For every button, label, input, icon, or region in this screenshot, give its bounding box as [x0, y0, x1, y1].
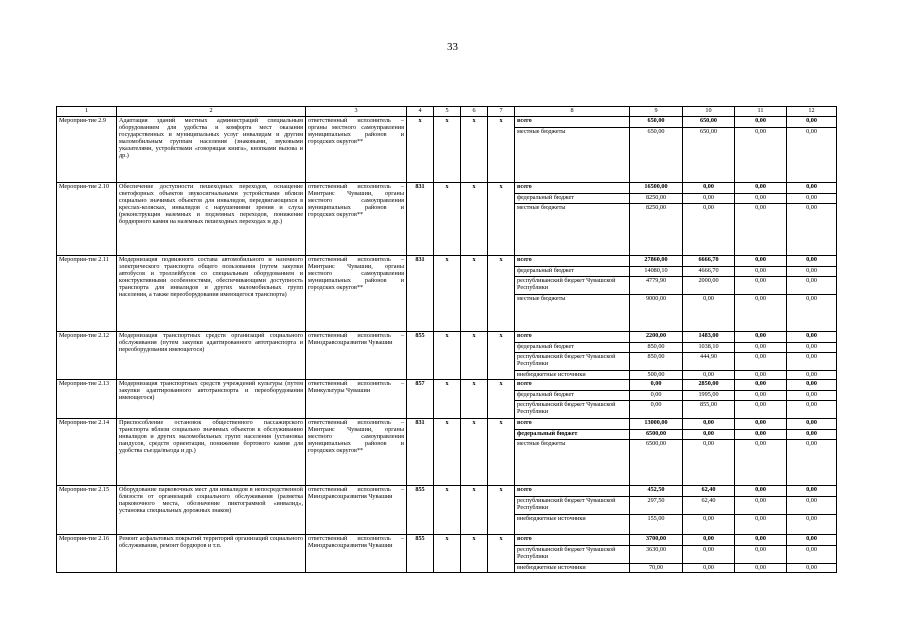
amount-col-11: 0,00 [735, 564, 787, 573]
cs-code: x [461, 332, 488, 380]
grbs-code: x [407, 117, 434, 183]
funding-source: федеральный бюджет [515, 391, 630, 401]
measure-executor: ответственный исполнитель – Минкультуры Чувашии [306, 380, 407, 419]
amount-col-10: 4666,70 [683, 267, 735, 277]
amount-col-9: 8250,00 [630, 194, 683, 204]
amount-col-12: 0,00 [787, 117, 837, 128]
amount-col-12: 0,00 [787, 183, 837, 194]
column-header-12: 12 [787, 107, 837, 117]
measure-executor: ответственный исполнитель – Минтранс Чувашии, органы местного самоуправления муниципальных районов и городских округов** [306, 419, 407, 486]
rz-code: x [434, 380, 461, 419]
amount-col-11: 0,00 [735, 486, 787, 497]
amount-col-10: 0,00 [683, 204, 735, 256]
amount-col-11: 0,00 [735, 430, 787, 440]
table-row [57, 535, 837, 546]
funding-source: местные бюджеты [515, 128, 630, 183]
measure-id: Мероприя-тие 2.12 [57, 332, 117, 380]
cs-code: x [461, 256, 488, 332]
amount-col-10: 855,00 [683, 401, 735, 419]
amount-col-9: 6500,00 [630, 440, 683, 486]
column-header-8: 8 [515, 107, 630, 117]
measure-name: Модернизация транспортных средств организаций социального обслуживания (путем закупки адаптированного автотранспорта и переоборудования имеющегося) [117, 332, 306, 380]
amount-col-10: 62,40 [683, 486, 735, 497]
amount-col-11: 0,00 [735, 380, 787, 391]
amount-col-9: 0,00 [630, 391, 683, 401]
amount-col-12: 0,00 [787, 546, 837, 564]
cs-code: x [461, 535, 488, 573]
amount-col-12: 0,00 [787, 486, 837, 497]
amount-col-9: 70,00 [630, 564, 683, 573]
column-header-2: 2 [117, 107, 306, 117]
grbs-code: 831 [407, 183, 434, 256]
amount-col-11: 0,00 [735, 419, 787, 430]
table-row [57, 419, 837, 430]
amount-col-12: 0,00 [787, 295, 837, 332]
table-row [57, 380, 837, 391]
page-number: 33 [447, 41, 458, 53]
amount-col-12: 0,00 [787, 401, 837, 419]
rz-code: x [434, 419, 461, 486]
measure-id: Мероприя-тие 2.16 [57, 535, 117, 573]
cs-code: x [461, 183, 488, 256]
measure-name: Приспособление остановок общественного пассажирского транспорта вблизи социально значимых объектов к обслуживанию инвалидов и других маломобильных групп населения (установка пандусов, средств ориентации, понижение бортового камня для удобства съезда/въезда и др.) [117, 419, 306, 486]
funding-source: федеральный бюджет [515, 430, 630, 440]
funding-source: всего [515, 535, 630, 546]
funding-source: всего [515, 256, 630, 267]
amount-col-9: 4779,90 [630, 277, 683, 295]
amount-col-12: 0,00 [787, 204, 837, 256]
column-header-4: 4 [407, 107, 434, 117]
amount-col-11: 0,00 [735, 497, 787, 515]
rz-code: x [434, 183, 461, 256]
vr-code: x [488, 183, 515, 256]
funding-source: внебюджетные источники [515, 564, 630, 573]
funding-source: местные бюджеты [515, 204, 630, 256]
amount-col-12: 0,00 [787, 194, 837, 204]
amount-col-12: 0,00 [787, 371, 837, 380]
amount-col-10: 2000,00 [683, 277, 735, 295]
vr-code: x [488, 256, 515, 332]
amount-col-9: 6500,00 [630, 430, 683, 440]
cs-code: x [461, 117, 488, 183]
amount-col-11: 0,00 [735, 256, 787, 267]
amount-col-10: 2850,00 [683, 380, 735, 391]
measure-name: Обеспечение доступности пешеходных переходов, оснащение светофорных объектов звукосигнальными устройствами вблизи социально значимых объектов для инвалидов, передвигающихся в креслах-колясках, инвалидов с нарушениями зрения и слуха (реконструкция наземных и подземных переходов, понижение бордюрного камня на наземных пешеходных переходах и др.) [117, 183, 306, 256]
amount-col-11: 0,00 [735, 371, 787, 380]
grbs-code: 855 [407, 332, 434, 380]
amount-col-11: 0,00 [735, 353, 787, 371]
amount-col-12: 0,00 [787, 430, 837, 440]
amount-col-11: 0,00 [735, 117, 787, 128]
amount-col-12: 0,00 [787, 391, 837, 401]
vr-code: x [488, 419, 515, 486]
amount-col-12: 0,00 [787, 515, 837, 535]
cs-code: x [461, 486, 488, 535]
program-measures-table [56, 106, 837, 573]
amount-col-11: 0,00 [735, 183, 787, 194]
amount-col-9: 2200,00 [630, 332, 683, 343]
amount-col-11: 0,00 [735, 277, 787, 295]
amount-col-9: 0,00 [630, 380, 683, 391]
amount-col-9: 850,00 [630, 343, 683, 353]
measure-executor: ответственный исполнитель – Минздравсоцразвития Чувашии [306, 535, 407, 573]
amount-col-10: 0,00 [683, 515, 735, 535]
amount-col-10: 0,00 [683, 183, 735, 194]
funding-source: республиканский бюджет Чувашской Республики [515, 277, 630, 295]
amount-col-10: 1995,00 [683, 391, 735, 401]
amount-col-12: 0,00 [787, 256, 837, 267]
vr-code: x [488, 332, 515, 380]
amount-col-11: 0,00 [735, 204, 787, 256]
amount-col-9: 297,50 [630, 497, 683, 515]
amount-col-12: 0,00 [787, 353, 837, 371]
grbs-code: 831 [407, 256, 434, 332]
table-row [57, 256, 837, 267]
amount-col-11: 0,00 [735, 267, 787, 277]
amount-col-10: 62,40 [683, 497, 735, 515]
amount-col-11: 0,00 [735, 535, 787, 546]
measure-name: Модернизация транспортных средств учреждений культуры (путем закупки адаптированного автотранспорта и переоборудования имеющегося) [117, 380, 306, 419]
amount-col-12: 0,00 [787, 419, 837, 430]
funding-source: республиканский бюджет Чувашской Республики [515, 546, 630, 564]
measure-executor: ответственный исполнитель – Минтранс Чувашии, органы местного самоуправления муниципальных районов и городских округов** [306, 183, 407, 256]
amount-col-9: 500,00 [630, 371, 683, 380]
amount-col-9: 8250,00 [630, 204, 683, 256]
vr-code: x [488, 380, 515, 419]
amount-col-11: 0,00 [735, 391, 787, 401]
funding-source: внебюджетные источники [515, 371, 630, 380]
grbs-code: 855 [407, 486, 434, 535]
amount-col-11: 0,00 [735, 343, 787, 353]
measure-name: Ремонт асфальтовых покрытий территорий организаций социального обслуживания, ремонт бордюров и т.п. [117, 535, 306, 573]
funding-source: всего [515, 486, 630, 497]
funding-source: федеральный бюджет [515, 343, 630, 353]
vr-code: x [488, 486, 515, 535]
table-row [57, 183, 837, 194]
amount-col-9: 155,00 [630, 515, 683, 535]
amount-col-11: 0,00 [735, 515, 787, 535]
grbs-code: 857 [407, 380, 434, 419]
funding-source: всего [515, 332, 630, 343]
funding-source: федеральный бюджет [515, 267, 630, 277]
amount-col-10: 444,90 [683, 353, 735, 371]
amount-col-11: 0,00 [735, 128, 787, 183]
cs-code: x [461, 419, 488, 486]
funding-source: всего [515, 419, 630, 430]
rz-code: x [434, 486, 461, 535]
funding-source: местные бюджеты [515, 440, 630, 486]
rz-code: x [434, 332, 461, 380]
amount-col-10: 0,00 [683, 430, 735, 440]
funding-source: местные бюджеты [515, 295, 630, 332]
column-header-3: 3 [306, 107, 407, 117]
amount-col-10: 0,00 [683, 419, 735, 430]
measure-name: Модернизация подвижного состава автомобильного и наземного электрического транспорта общего пользования (путем закупки автобусов и троллейбусов со специальным оборудованием и конструктивными особенностями, обеспечивающими доступность транспорта для инвалидов и других маломобильных групп населения, а также переоборудования имеющегося транспорта) [117, 256, 306, 332]
table-row [57, 486, 837, 497]
amount-col-10: 0,00 [683, 535, 735, 546]
cs-code: x [461, 380, 488, 419]
amount-col-10: 0,00 [683, 295, 735, 332]
measure-id: Мероприя-тие 2.10 [57, 183, 117, 256]
measure-id: Мероприя-тие 2.9 [57, 117, 117, 183]
funding-source: всего [515, 380, 630, 391]
column-header-1: 1 [57, 107, 117, 117]
amount-col-9: 452,50 [630, 486, 683, 497]
amount-col-9: 27860,00 [630, 256, 683, 267]
amount-col-10: 650,00 [683, 117, 735, 128]
amount-col-10: 6666,70 [683, 256, 735, 267]
measure-name: Оборудование парковочных мест для инвалидов в непосредственной близости от организаций социального обслуживания (разметка парковочного места, обозначение пиктограммой «инвалид», установка специальных дорожных знаков) [117, 486, 306, 535]
column-header-10: 10 [683, 107, 735, 117]
amount-col-12: 0,00 [787, 128, 837, 183]
table-header-row [57, 107, 837, 117]
amount-col-10: 1038,10 [683, 343, 735, 353]
measure-executor: ответственный исполнитель – Минтранс Чувашии, органы местного самоуправления муниципальных районов и городских округов** [306, 256, 407, 332]
amount-col-9: 13000,00 [630, 419, 683, 430]
amount-col-9: 9000,00 [630, 295, 683, 332]
column-header-11: 11 [735, 107, 787, 117]
measure-id: Мероприя-тие 2.11 [57, 256, 117, 332]
amount-col-9: 650,00 [630, 128, 683, 183]
amount-col-11: 0,00 [735, 295, 787, 332]
table-row [57, 117, 837, 128]
amount-col-12: 0,00 [787, 564, 837, 573]
amount-col-11: 0,00 [735, 440, 787, 486]
measure-executor: ответственный исполнитель – Минздравсоцразвития Чувашии [306, 486, 407, 535]
funding-source: всего [515, 117, 630, 128]
measure-executor: ответственный исполнитель – органы местного самоуправления муниципальных районов и городских округов** [306, 117, 407, 183]
amount-col-9: 3630,00 [630, 546, 683, 564]
column-header-9: 9 [630, 107, 683, 117]
amount-col-10: 1483,00 [683, 332, 735, 343]
measure-name: Адаптация зданий местных администраций специальным оборудованием для удобства и комфорта мест оказания государственных и муниципальных услуг инвалидам и другим маломобильным группам населения (знаковыми, звуковыми указателями, устройствами «говорящая книга», кнопками вызова и др.) [117, 117, 306, 183]
amount-col-12: 0,00 [787, 343, 837, 353]
funding-source: всего [515, 183, 630, 194]
amount-col-11: 0,00 [735, 546, 787, 564]
amount-col-9: 650,00 [630, 117, 683, 128]
funding-source: федеральный бюджет [515, 194, 630, 204]
amount-col-10: 0,00 [683, 440, 735, 486]
column-header-7: 7 [488, 107, 515, 117]
amount-col-12: 0,00 [787, 380, 837, 391]
rz-code: x [434, 535, 461, 573]
column-header-6: 6 [461, 107, 488, 117]
amount-col-9: 16500,00 [630, 183, 683, 194]
grbs-code: 831 [407, 419, 434, 486]
amount-col-12: 0,00 [787, 440, 837, 486]
amount-col-11: 0,00 [735, 332, 787, 343]
amount-col-10: 0,00 [683, 194, 735, 204]
rz-code: x [434, 117, 461, 183]
funding-source: республиканский бюджет Чувашской Республики [515, 497, 630, 515]
amount-col-9: 0,00 [630, 401, 683, 419]
amount-col-12: 0,00 [787, 267, 837, 277]
amount-col-9: 3700,00 [630, 535, 683, 546]
amount-col-11: 0,00 [735, 401, 787, 419]
measure-id: Мероприя-тие 2.13 [57, 380, 117, 419]
measure-executor: ответственный исполнитель – Минздравсоцразвития Чувашии [306, 332, 407, 380]
amount-col-11: 0,00 [735, 194, 787, 204]
measure-id: Мероприя-тие 2.14 [57, 419, 117, 486]
amount-col-9: 14080,10 [630, 267, 683, 277]
vr-code: x [488, 117, 515, 183]
grbs-code: 855 [407, 535, 434, 573]
funding-source: республиканский бюджет Чувашской Республики [515, 353, 630, 371]
vr-code: x [488, 535, 515, 573]
table-row [57, 332, 837, 343]
amount-col-9: 850,00 [630, 353, 683, 371]
amount-col-12: 0,00 [787, 277, 837, 295]
amount-col-12: 0,00 [787, 535, 837, 546]
funding-source: республиканский бюджет Чувашской Республики [515, 401, 630, 419]
amount-col-10: 0,00 [683, 546, 735, 564]
amount-col-12: 0,00 [787, 332, 837, 343]
amount-col-12: 0,00 [787, 497, 837, 515]
rz-code: x [434, 256, 461, 332]
amount-col-10: 0,00 [683, 564, 735, 573]
funding-source: внебюджетные источники [515, 515, 630, 535]
measure-id: Мероприя-тие 2.15 [57, 486, 117, 535]
amount-col-10: 650,00 [683, 128, 735, 183]
column-header-5: 5 [434, 107, 461, 117]
amount-col-10: 0,00 [683, 371, 735, 380]
